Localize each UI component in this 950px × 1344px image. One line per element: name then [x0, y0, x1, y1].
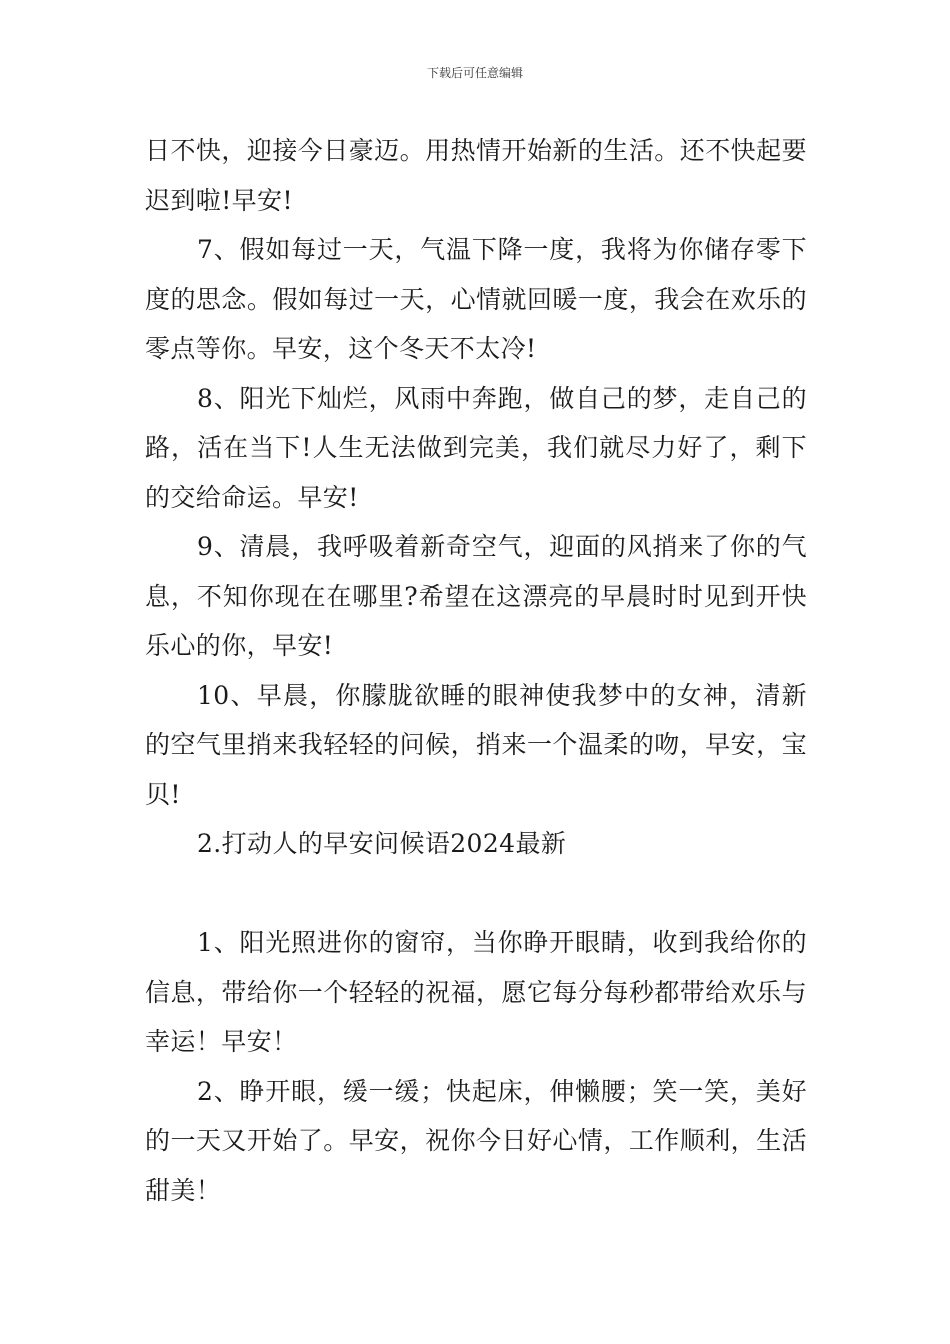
page-header-note: 下载后可任意编辑	[426, 66, 523, 80]
paragraph-item-2: 2、睁开眼，缓一缓；快起床，伸懒腰；笑一笑，美好的一天又开始了。早安，祝你今日好心情，工作顺利，生活甜美！	[145, 1076, 807, 1205]
paragraph-item-7: 7、假如每过一天，气温下降一度，我将为你储存零下度的思念。假如每过一天，心情就回暖一度，我会在欢乐的零点等你。早安，这个冬天不太冷!	[145, 235, 807, 363]
blank-line	[145, 869, 807, 919]
paragraph-continuation: 日不快，迎接今日豪迈。用热情开始新的生活。还不快起要迟到啦!早安!	[145, 136, 807, 215]
paragraph-item-8: 8、阳光下灿烂，风雨中奔跑，做自己的梦，走自己的路，活在当下!人生无法做到完美，我们就尽力好了，剩下的交给命运。早安!	[145, 383, 807, 512]
document-body	[145, 126, 807, 1215]
paragraph-item-9: 9、清晨，我呼吸着新奇空气，迎面的风捎来了你的气息，不知你现在在哪里?希望在这漂亮的早晨时时见到开快乐心的你，早安!	[145, 532, 807, 660]
paragraph-item-1: 1、阳光照进你的窗帘，当你睁开眼睛，收到我给你的信息，带给你一个轻轻的祝福，愿它每分每秒都带给欢乐与幸运！早安！	[145, 928, 807, 1056]
section-heading: 2.打动人的早安问候语2024最新	[197, 829, 567, 858]
paragraph-item-10: 10、早晨，你朦胧欲睡的眼神使我梦中的女神，清新的空气里捎来我轻轻的问候，捎来一个温柔的吻，早安，宝贝!	[145, 680, 807, 809]
